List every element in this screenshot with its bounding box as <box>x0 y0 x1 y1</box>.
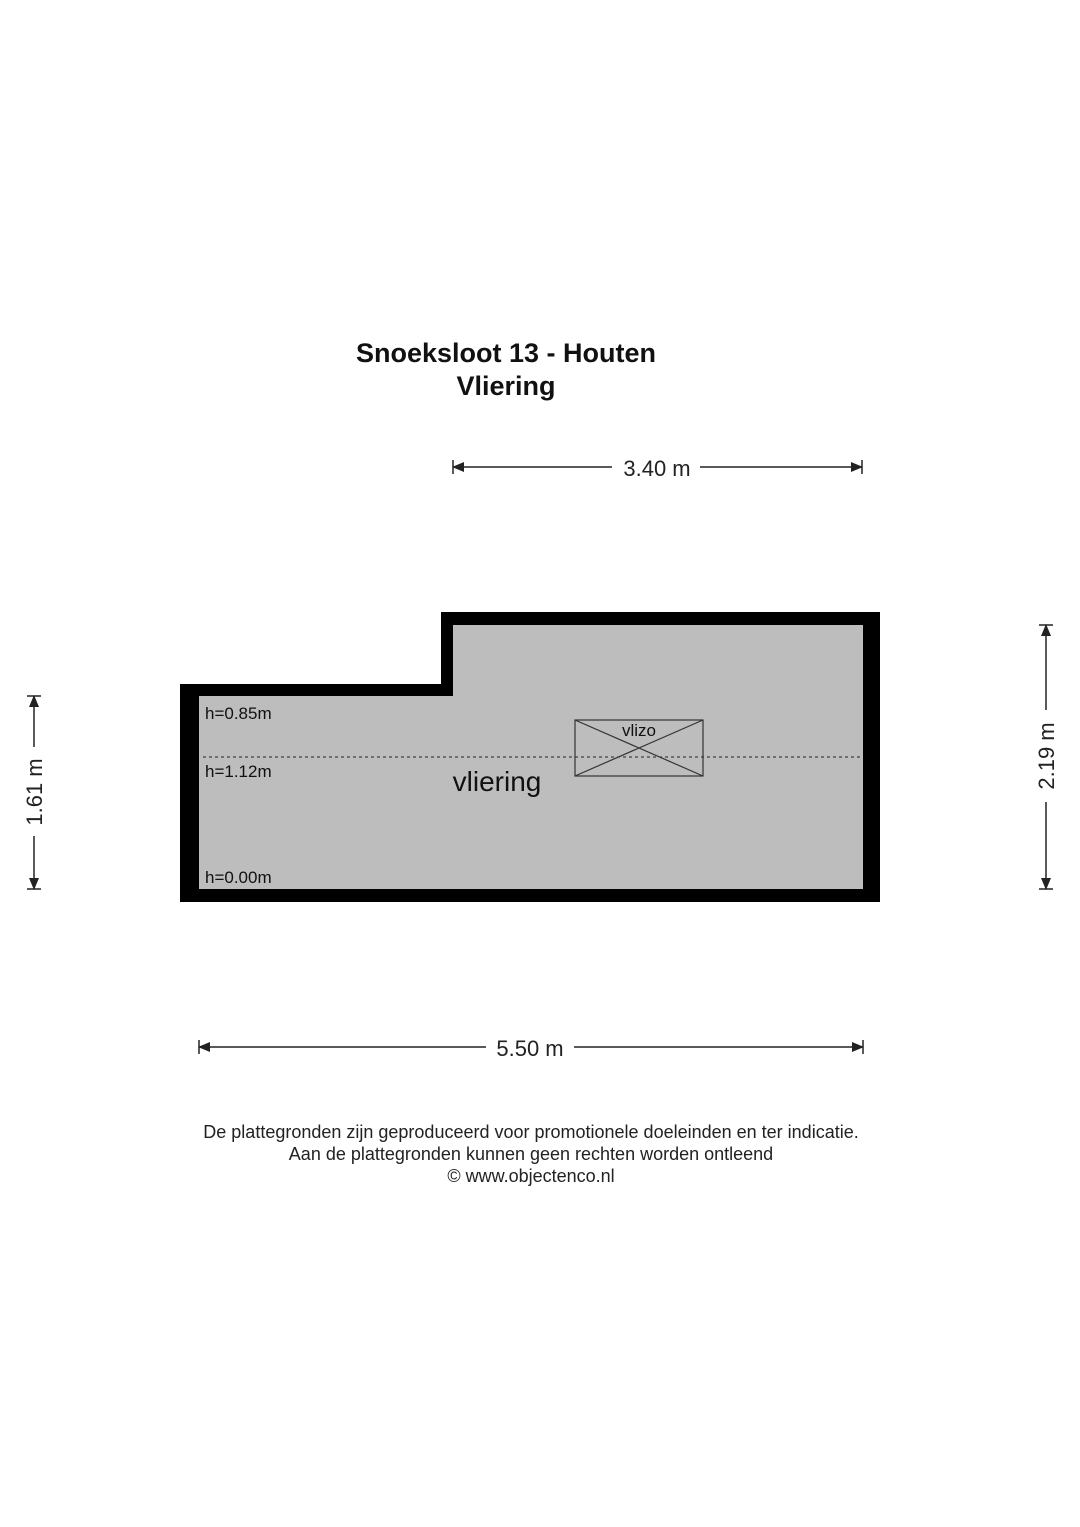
room-name-label: vliering <box>452 766 542 797</box>
dimension-bottom-label: 5.50 m <box>496 1036 564 1061</box>
height-label-1: h=0.85m <box>205 704 272 723</box>
height-label-2: h=1.12m <box>205 762 272 781</box>
disclaimer-line-2: Aan de plattegronden kunnen geen rechten worden ontleend <box>288 1144 774 1164</box>
plan-title-address: Snoeksloot 13 - Houten <box>355 338 657 368</box>
room-vliering <box>180 612 880 902</box>
dimension-bottom-width <box>199 1036 863 1061</box>
copyright-line: © www.objectenco.nl <box>447 1166 615 1186</box>
vlizo-label: vlizo <box>621 721 657 740</box>
dimension-right-label: 2.19 m <box>1034 722 1059 790</box>
plan-title-floor: Vliering <box>456 371 556 401</box>
disclaimer-line-1: De plattegronden zijn geproduceerd voor promotionele doeleinden en ter indicatie. <box>203 1122 859 1142</box>
dimension-left-height <box>22 696 47 889</box>
dimension-left-label: 1.61 m <box>22 758 47 826</box>
dimension-top-width <box>453 456 862 481</box>
dimension-right-height <box>1034 625 1059 889</box>
height-label-3: h=0.00m <box>205 868 272 887</box>
dimension-top-label: 3.40 m <box>623 456 691 481</box>
